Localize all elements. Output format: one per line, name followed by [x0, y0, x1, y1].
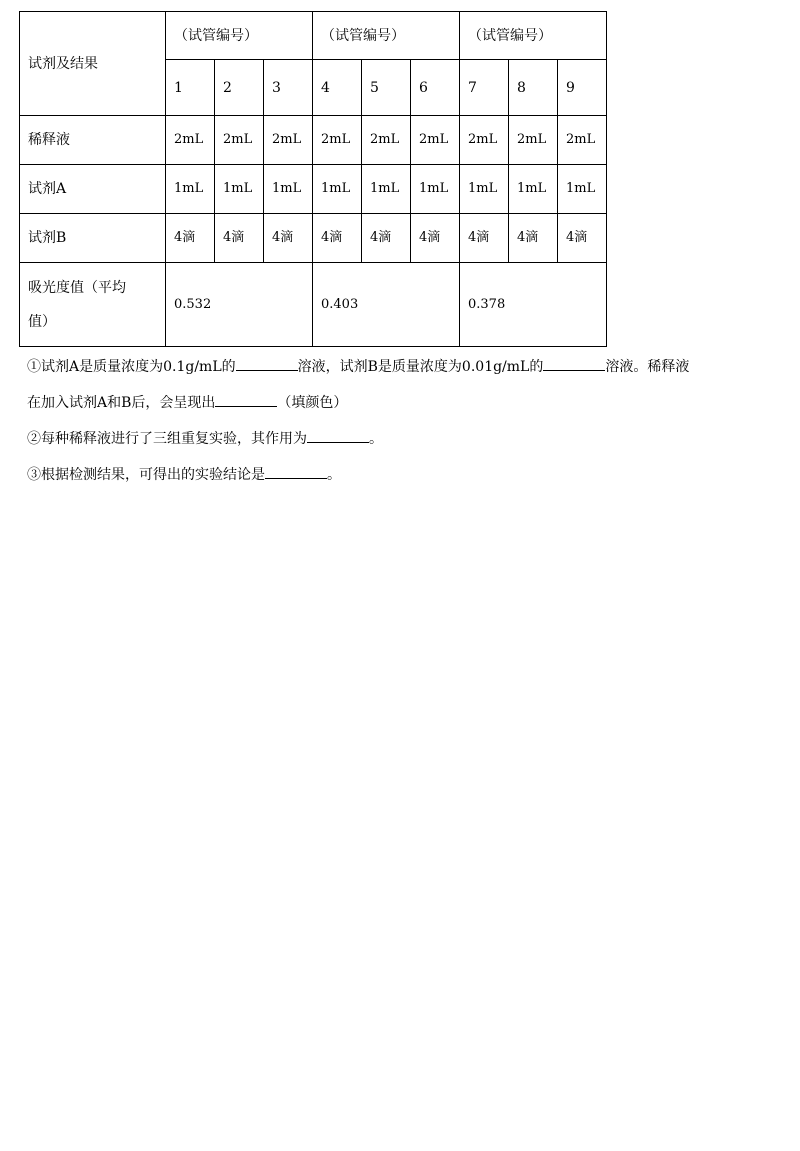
table-cell: 1mL — [460, 165, 509, 214]
question-text: ①试剂A是质量浓度为0.1g/mL的 — [27, 359, 236, 375]
question-text: 溶液。稀释液 — [605, 359, 690, 375]
absorbance-value: 0.403 — [313, 263, 460, 347]
table-cell: 2mL — [558, 116, 607, 165]
answer-blank[interactable] — [307, 428, 369, 443]
table-cell: 1mL — [215, 165, 264, 214]
table-cell: 1mL — [509, 165, 558, 214]
table-cell: 2mL — [215, 116, 264, 165]
row-header-title: 试剂及结果 — [20, 12, 166, 116]
question-1-line-1 — [27, 349, 797, 385]
table-cell: 1mL — [411, 165, 460, 214]
question-1-line-2 — [27, 385, 797, 421]
table-cell: 2mL — [264, 116, 313, 165]
absorbance-value: 0.378 — [460, 263, 607, 347]
table-cell: 4滴 — [509, 214, 558, 263]
table-cell: 1mL — [166, 165, 215, 214]
table-cell: 4滴 — [362, 214, 411, 263]
answer-blank[interactable] — [236, 356, 298, 371]
table-row-absorbance — [20, 263, 607, 347]
absorbance-label-line1: 吸光度值（平均 — [28, 279, 126, 296]
question-2 — [27, 421, 797, 457]
table-cell: 2mL — [362, 116, 411, 165]
row-label: 稀释液 — [20, 116, 166, 165]
absorbance-value: 0.532 — [166, 263, 313, 347]
table-cell: 1mL — [558, 165, 607, 214]
table-cell: 2mL — [509, 116, 558, 165]
answer-blank[interactable] — [265, 464, 327, 479]
tube-number: 5 — [362, 60, 411, 116]
tube-number: 6 — [411, 60, 460, 116]
table-row-diluent — [20, 116, 607, 165]
tube-number: 7 — [460, 60, 509, 116]
tube-number: 1 — [166, 60, 215, 116]
table-cell: 4滴 — [460, 214, 509, 263]
table-cell: 1mL — [362, 165, 411, 214]
tube-number: 2 — [215, 60, 264, 116]
question-text: ③根据检测结果，可得出的实验结论是 — [27, 467, 265, 483]
answer-blank[interactable] — [543, 356, 605, 371]
tube-group-header: （试管编号） — [313, 12, 460, 60]
table-cell: 4滴 — [215, 214, 264, 263]
tube-group-header: （试管编号） — [460, 12, 607, 60]
question-text: ②每种稀释液进行了三组重复实验，其作用为 — [27, 431, 307, 447]
question-3 — [27, 457, 797, 493]
question-text: 溶液，试剂B是质量浓度为0.01g/mL的 — [297, 359, 544, 375]
table-cell: 4滴 — [166, 214, 215, 263]
question-text: 。 — [327, 467, 341, 483]
table-row-reagent-b — [20, 214, 607, 263]
table-cell: 4滴 — [313, 214, 362, 263]
tube-number: 4 — [313, 60, 362, 116]
table-cell: 2mL — [460, 116, 509, 165]
tube-group-header: （试管编号） — [166, 12, 313, 60]
table-cell: 2mL — [166, 116, 215, 165]
tube-number: 3 — [264, 60, 313, 116]
table-cell: 4滴 — [264, 214, 313, 263]
table-cell: 1mL — [264, 165, 313, 214]
table-cell: 4滴 — [558, 214, 607, 263]
table-cell: 1mL — [313, 165, 362, 214]
question-text: 在加入试剂A和B后，会呈现出 — [27, 395, 216, 411]
row-label — [20, 263, 166, 347]
question-text: （填颜色） — [277, 395, 348, 411]
tube-number: 9 — [558, 60, 607, 116]
table-row-reagent-a — [20, 165, 607, 214]
reagent-results-table — [19, 11, 607, 347]
row-label: 试剂B — [20, 214, 166, 263]
question-block — [27, 349, 797, 493]
row-label: 试剂A — [20, 165, 166, 214]
table-header-row — [20, 12, 607, 60]
answer-blank[interactable] — [215, 392, 277, 407]
table-cell: 2mL — [411, 116, 460, 165]
absorbance-label-line2: 值） — [28, 313, 56, 330]
tube-number: 8 — [509, 60, 558, 116]
table-cell: 2mL — [313, 116, 362, 165]
question-text: 。 — [369, 431, 383, 447]
table-cell: 4滴 — [411, 214, 460, 263]
